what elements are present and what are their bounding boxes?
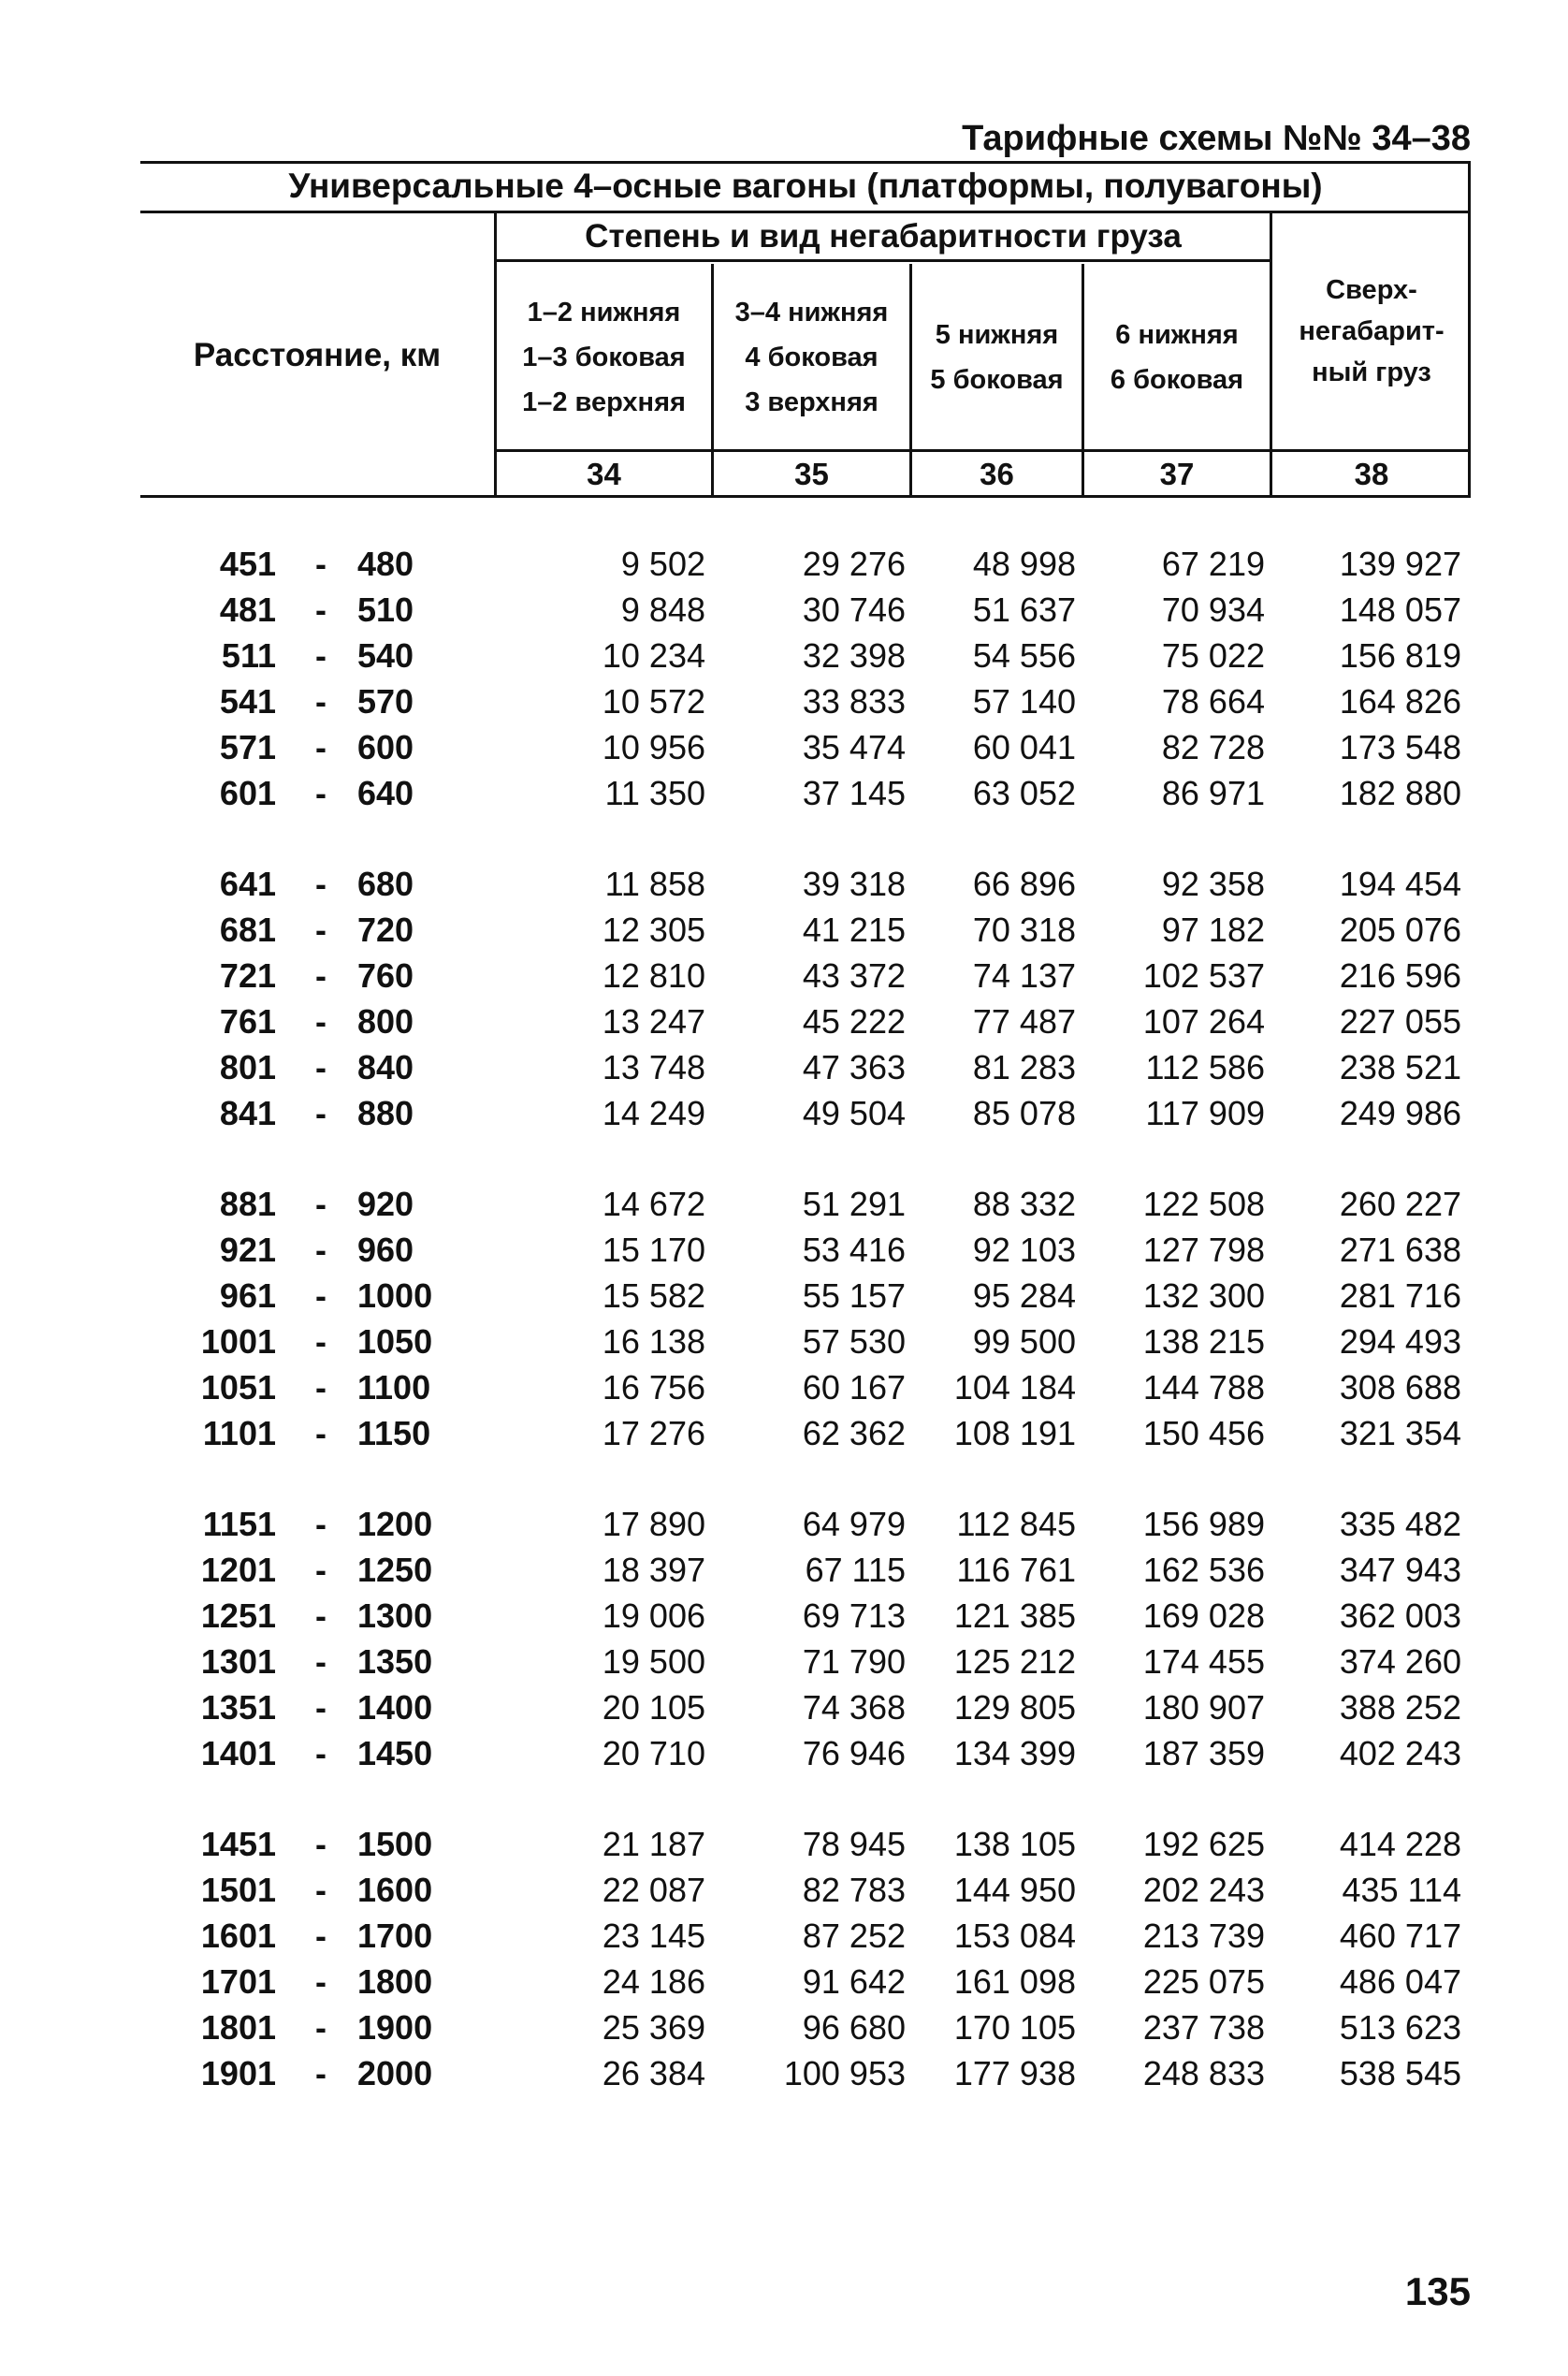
distance-to: 720 xyxy=(357,911,414,949)
distance-dash: - xyxy=(315,1596,327,1635)
tariff-value-37: 225 075 xyxy=(1142,1962,1265,2001)
tariff-value-35: 32 398 xyxy=(802,636,906,675)
tariff-value-36: 138 105 xyxy=(953,1825,1076,1863)
tariff-value-36: 48 998 xyxy=(972,545,1076,583)
tariff-value-37: 248 833 xyxy=(1142,2054,1265,2092)
distance-to: 540 xyxy=(357,636,414,675)
distance-dash: - xyxy=(315,1185,327,1223)
tariff-value-35: 71 790 xyxy=(802,1642,906,1681)
tariff-value-35: 67 115 xyxy=(805,1551,906,1589)
table-row xyxy=(0,1821,1568,1867)
distance-from: 641 xyxy=(219,865,276,903)
tariff-value-34: 12 810 xyxy=(602,956,705,995)
distance-dash: - xyxy=(315,1871,327,1909)
table-row xyxy=(0,1090,1568,1136)
tariff-value-34: 15 582 xyxy=(602,1276,705,1315)
tariff-value-36: 112 845 xyxy=(956,1505,1076,1543)
tariff-value-36: 85 078 xyxy=(972,1094,1076,1132)
distance-to: 1150 xyxy=(357,1414,431,1452)
tariff-value-38: 335 482 xyxy=(1339,1505,1461,1543)
distance-to: 760 xyxy=(357,956,414,995)
column-number-36: 36 xyxy=(980,457,1014,491)
tariff-value-36: 144 950 xyxy=(953,1871,1076,1909)
tariff-value-36: 88 332 xyxy=(972,1185,1076,1223)
distance-header: Расстояние, км xyxy=(193,337,442,373)
tariff-value-34: 16 138 xyxy=(602,1322,705,1361)
tariff-value-38: 513 623 xyxy=(1339,2008,1461,2047)
tariff-value-34: 10 956 xyxy=(602,728,705,766)
tariff-value-34: 10 234 xyxy=(602,636,705,675)
tariff-value-36: 125 212 xyxy=(953,1642,1076,1681)
tariff-value-38: 205 076 xyxy=(1339,911,1461,949)
row-group xyxy=(0,1501,1568,1776)
tariff-value-34: 23 145 xyxy=(602,1917,705,1955)
tariff-value-38: 362 003 xyxy=(1339,1596,1461,1635)
distance-from: 1451 xyxy=(200,1825,276,1863)
distance-from: 1701 xyxy=(200,1962,276,2001)
tariff-value-37: 169 028 xyxy=(1142,1596,1265,1635)
tariff-value-34: 9 848 xyxy=(620,590,705,629)
distance-to: 480 xyxy=(357,545,414,583)
distance-dash: - xyxy=(315,1505,327,1543)
tariff-value-37: 237 738 xyxy=(1142,2008,1265,2047)
distance-dash: - xyxy=(315,1048,327,1086)
table-row xyxy=(0,1730,1568,1776)
tariff-value-36: 153 084 xyxy=(953,1917,1076,1955)
distance-dash: - xyxy=(315,2054,327,2092)
tariff-value-37: 67 219 xyxy=(1161,545,1265,583)
distance-dash: - xyxy=(315,728,327,766)
column-header-34: 1–2 нижняя 1–3 боковая 1–2 верхняя xyxy=(522,298,686,417)
distance-dash: - xyxy=(315,1094,327,1132)
column-header-37: 6 нижняя 6 боковая xyxy=(1110,320,1244,395)
table-row xyxy=(0,953,1568,999)
table-row xyxy=(0,1319,1568,1364)
tariff-value-36: 116 761 xyxy=(956,1551,1076,1589)
distance-from: 1351 xyxy=(200,1688,276,1727)
distance-from: 1901 xyxy=(200,2054,276,2092)
tariff-value-36: 99 500 xyxy=(972,1322,1076,1361)
tariff-value-38: 271 638 xyxy=(1339,1231,1461,1269)
tariff-value-34: 22 087 xyxy=(602,1871,705,1909)
tariff-value-37: 102 537 xyxy=(1142,956,1265,995)
tariff-value-38: 148 057 xyxy=(1339,590,1461,629)
distance-from: 681 xyxy=(219,911,276,949)
tariff-value-35: 33 833 xyxy=(802,682,906,721)
tariff-value-38: 538 545 xyxy=(1339,2054,1461,2092)
distance-dash: - xyxy=(315,865,327,903)
tariff-value-35: 47 363 xyxy=(802,1048,906,1086)
tariff-value-36: 129 805 xyxy=(953,1688,1076,1727)
tariff-value-36: 161 098 xyxy=(953,1962,1076,2001)
tariff-value-37: 112 586 xyxy=(1145,1048,1265,1086)
tariff-value-35: 35 474 xyxy=(802,728,906,766)
distance-to: 1800 xyxy=(357,1962,433,2001)
tariff-value-38: 281 716 xyxy=(1339,1276,1461,1315)
tariff-value-38: 347 943 xyxy=(1339,1551,1461,1589)
tariff-value-38: 182 880 xyxy=(1339,774,1461,812)
distance-dash: - xyxy=(315,911,327,949)
table-row xyxy=(0,861,1568,907)
column-header-35: 3–4 нижняя 4 боковая 3 верхняя xyxy=(734,298,889,417)
tariff-value-37: 117 909 xyxy=(1145,1094,1265,1132)
tariff-value-34: 13 247 xyxy=(602,1002,705,1041)
tariff-value-38: 164 826 xyxy=(1339,682,1461,721)
tariff-value-36: 95 284 xyxy=(972,1276,1076,1315)
tariff-value-38: 294 493 xyxy=(1339,1322,1461,1361)
tariff-value-34: 15 170 xyxy=(602,1231,705,1269)
tariff-value-35: 76 946 xyxy=(802,1734,906,1772)
distance-to: 800 xyxy=(357,1002,414,1041)
tariff-value-34: 24 186 xyxy=(602,1962,705,2001)
tariff-value-35: 74 368 xyxy=(802,1688,906,1727)
tariff-value-36: 70 318 xyxy=(972,911,1076,949)
tariff-value-37: 92 358 xyxy=(1161,865,1265,903)
distance-from: 1151 xyxy=(202,1505,276,1543)
table-body xyxy=(0,541,1568,2141)
tariff-value-38: 414 228 xyxy=(1339,1825,1461,1863)
distance-to: 1700 xyxy=(357,1917,433,1955)
tariff-value-37: 162 536 xyxy=(1142,1551,1265,1589)
tariff-value-38: 486 047 xyxy=(1339,1962,1461,2001)
table-row xyxy=(0,541,1568,587)
tariff-value-35: 87 252 xyxy=(802,1917,906,1955)
distance-to: 2000 xyxy=(357,2054,433,2092)
distance-dash: - xyxy=(315,1917,327,1955)
column-number-34: 34 xyxy=(587,457,621,491)
tariff-value-35: 30 746 xyxy=(802,590,906,629)
distance-from: 571 xyxy=(219,728,276,766)
tariff-value-34: 9 502 xyxy=(620,545,705,583)
distance-to: 1200 xyxy=(357,1505,433,1543)
tariff-value-34: 20 710 xyxy=(602,1734,705,1772)
tariff-value-36: 77 487 xyxy=(972,1002,1076,1041)
distance-dash: - xyxy=(315,1002,327,1041)
tariff-value-37: 138 215 xyxy=(1142,1322,1265,1361)
distance-to: 920 xyxy=(357,1185,414,1223)
tariff-value-34: 12 305 xyxy=(602,911,705,949)
distance-dash: - xyxy=(315,1825,327,1863)
tariff-value-34: 16 756 xyxy=(602,1368,705,1407)
distance-dash: - xyxy=(315,1688,327,1727)
table-row xyxy=(0,1684,1568,1730)
tariff-value-38: 321 354 xyxy=(1339,1414,1461,1452)
distance-from: 841 xyxy=(219,1094,276,1132)
tariff-value-38: 402 243 xyxy=(1339,1734,1461,1772)
table-row xyxy=(0,1639,1568,1684)
distance-to: 640 xyxy=(357,774,414,812)
table-row xyxy=(0,1364,1568,1410)
table-row xyxy=(0,587,1568,633)
table-row xyxy=(0,1959,1568,2004)
row-group xyxy=(0,861,1568,1136)
tariff-value-34: 26 384 xyxy=(602,2054,705,2092)
table-row xyxy=(0,1410,1568,1456)
tariff-value-35: 64 979 xyxy=(802,1505,906,1543)
column-number-38: 38 xyxy=(1354,457,1389,491)
distance-to: 880 xyxy=(357,1094,414,1132)
tariff-value-35: 51 291 xyxy=(802,1185,906,1223)
distance-dash: - xyxy=(315,956,327,995)
distance-from: 1101 xyxy=(202,1414,276,1452)
distance-from: 1201 xyxy=(200,1551,276,1589)
distance-dash: - xyxy=(315,1276,327,1315)
distance-dash: - xyxy=(315,1962,327,2001)
distance-to: 1400 xyxy=(357,1688,433,1727)
distance-from: 801 xyxy=(219,1048,276,1086)
tariff-value-37: 150 456 xyxy=(1142,1414,1265,1452)
tariff-value-36: 57 140 xyxy=(972,682,1076,721)
tariff-value-38: 216 596 xyxy=(1339,956,1461,995)
tariff-value-36: 121 385 xyxy=(953,1596,1076,1635)
distance-to: 1000 xyxy=(357,1276,433,1315)
distance-from: 481 xyxy=(219,590,276,629)
tariff-value-36: 104 184 xyxy=(953,1368,1076,1407)
table-row xyxy=(0,1227,1568,1273)
row-group xyxy=(0,1821,1568,2096)
tariff-value-38: 460 717 xyxy=(1339,1917,1461,1955)
tariff-value-38: 374 260 xyxy=(1339,1642,1461,1681)
distance-from: 541 xyxy=(219,682,276,721)
tariff-value-36: 74 137 xyxy=(972,956,1076,995)
tariff-value-37: 107 264 xyxy=(1142,1002,1265,1041)
tariff-value-36: 108 191 xyxy=(953,1414,1076,1452)
distance-to: 960 xyxy=(357,1231,414,1269)
distance-to: 1600 xyxy=(357,1871,433,1909)
distance-dash: - xyxy=(315,1322,327,1361)
page-header: Тарифные схемы №№ 34–38 xyxy=(962,119,1471,158)
table-row xyxy=(0,1273,1568,1319)
distance-to: 1050 xyxy=(357,1322,433,1361)
tariff-value-34: 25 369 xyxy=(602,2008,705,2047)
tariff-value-38: 238 521 xyxy=(1339,1048,1461,1086)
distance-to: 570 xyxy=(357,682,414,721)
tariff-value-34: 11 858 xyxy=(604,865,705,903)
tariff-value-36: 51 637 xyxy=(972,590,1076,629)
tariff-value-38: 260 227 xyxy=(1339,1185,1461,1223)
tariff-value-34: 18 397 xyxy=(602,1551,705,1589)
tariff-value-34: 17 890 xyxy=(602,1505,705,1543)
distance-from: 1251 xyxy=(200,1596,276,1635)
table-row xyxy=(0,999,1568,1044)
tariff-value-36: 63 052 xyxy=(972,774,1076,812)
distance-dash: - xyxy=(315,1551,327,1589)
tariff-value-37: 78 664 xyxy=(1161,682,1265,721)
tariff-value-34: 11 350 xyxy=(604,774,705,812)
tariff-value-34: 19 500 xyxy=(602,1642,705,1681)
table-row xyxy=(0,1181,1568,1227)
tariff-value-37: 180 907 xyxy=(1142,1688,1265,1727)
tariff-value-38: 249 986 xyxy=(1339,1094,1461,1132)
tariff-value-35: 53 416 xyxy=(802,1231,906,1269)
distance-dash: - xyxy=(315,774,327,812)
distance-to: 1900 xyxy=(357,2008,433,2047)
tariff-value-36: 81 283 xyxy=(972,1048,1076,1086)
tariff-value-35: 78 945 xyxy=(802,1825,906,1863)
distance-to: 680 xyxy=(357,865,414,903)
tariff-value-38: 194 454 xyxy=(1339,865,1461,903)
distance-dash: - xyxy=(315,1368,327,1407)
tariff-value-34: 17 276 xyxy=(602,1414,705,1452)
distance-to: 1100 xyxy=(357,1368,431,1407)
distance-dash: - xyxy=(315,1231,327,1269)
distance-to: 1300 xyxy=(357,1596,433,1635)
tariff-value-37: 213 739 xyxy=(1142,1917,1265,1955)
tariff-value-36: 60 041 xyxy=(972,728,1076,766)
table-row xyxy=(0,1547,1568,1593)
table-row xyxy=(0,2050,1568,2096)
tariff-value-38: 435 114 xyxy=(1342,1871,1461,1909)
distance-from: 961 xyxy=(219,1276,276,1315)
column-number-37: 37 xyxy=(1159,457,1195,491)
tariff-value-38: 388 252 xyxy=(1339,1688,1461,1727)
tariff-value-38: 227 055 xyxy=(1339,1002,1461,1041)
tariff-value-38: 156 819 xyxy=(1339,636,1461,675)
tariff-value-35: 91 642 xyxy=(802,1962,906,2001)
tariff-value-35: 96 680 xyxy=(802,2008,906,2047)
column-header-38: Сверх- негабарит- ный груз xyxy=(1299,275,1445,387)
distance-to: 510 xyxy=(357,590,414,629)
distance-from: 601 xyxy=(219,774,276,812)
tariff-value-35: 69 713 xyxy=(802,1596,906,1635)
tariff-value-38: 139 927 xyxy=(1339,545,1461,583)
tariff-value-37: 82 728 xyxy=(1161,728,1265,766)
page-number: 135 xyxy=(1404,2269,1471,2313)
table-row xyxy=(0,1913,1568,1959)
distance-dash: - xyxy=(315,682,327,721)
column-number-35: 35 xyxy=(794,457,829,491)
tariff-value-35: 43 372 xyxy=(802,956,906,995)
distance-dash: - xyxy=(315,545,327,583)
distance-from: 1801 xyxy=(200,2008,276,2047)
tariff-value-35: 60 167 xyxy=(802,1368,906,1407)
tariff-value-37: 144 788 xyxy=(1142,1368,1265,1407)
tariff-value-37: 132 300 xyxy=(1142,1276,1265,1315)
tariff-value-35: 49 504 xyxy=(802,1094,906,1132)
row-group xyxy=(0,1181,1568,1456)
tariff-value-37: 97 182 xyxy=(1161,911,1265,949)
group-header: Степень и вид негабаритности груза xyxy=(494,213,1272,262)
distance-to: 1450 xyxy=(357,1734,433,1772)
tariff-value-35: 100 953 xyxy=(783,2054,906,2092)
tariff-value-35: 45 222 xyxy=(802,1002,906,1041)
tariff-value-34: 14 249 xyxy=(602,1094,705,1132)
tariff-value-36: 170 105 xyxy=(953,2008,1076,2047)
table-row xyxy=(0,1044,1568,1090)
distance-from: 1601 xyxy=(200,1917,276,1955)
table-row xyxy=(0,770,1568,816)
tariff-value-35: 62 362 xyxy=(802,1414,906,1452)
tariff-value-37: 192 625 xyxy=(1142,1825,1265,1863)
distance-from: 1001 xyxy=(200,1322,276,1361)
tariff-value-35: 39 318 xyxy=(802,865,906,903)
distance-from: 451 xyxy=(219,545,276,583)
distance-from: 1401 xyxy=(200,1734,276,1772)
table-row xyxy=(0,2004,1568,2050)
tariff-value-37: 202 243 xyxy=(1142,1871,1265,1909)
table-row xyxy=(0,678,1568,724)
table-title: Универсальные 4–осные вагоны (платформы, полувагоны) xyxy=(140,161,1471,213)
distance-to: 600 xyxy=(357,728,414,766)
tariff-value-37: 187 359 xyxy=(1142,1734,1265,1772)
tariff-value-37: 174 455 xyxy=(1142,1642,1265,1681)
tariff-value-37: 127 798 xyxy=(1142,1231,1265,1269)
tariff-value-36: 54 556 xyxy=(972,636,1076,675)
tariff-value-38: 173 548 xyxy=(1339,728,1461,766)
distance-from: 881 xyxy=(219,1185,276,1223)
table-row xyxy=(0,1867,1568,1913)
tariff-value-37: 75 022 xyxy=(1161,636,1265,675)
tariff-value-35: 57 530 xyxy=(802,1322,906,1361)
table-row xyxy=(0,907,1568,953)
row-group xyxy=(0,541,1568,816)
table-row xyxy=(0,724,1568,770)
table-row xyxy=(0,1501,1568,1547)
tariff-value-37: 86 971 xyxy=(1161,774,1265,812)
distance-to: 1500 xyxy=(357,1825,433,1863)
distance-dash: - xyxy=(315,1414,327,1452)
tariff-value-37: 70 934 xyxy=(1161,590,1265,629)
tariff-value-35: 29 276 xyxy=(802,545,906,583)
column-header-36: 5 нижняя 5 боковая xyxy=(930,320,1064,395)
distance-from: 511 xyxy=(221,636,276,675)
tariff-value-34: 21 187 xyxy=(602,1825,705,1863)
tariff-value-36: 177 938 xyxy=(953,2054,1076,2092)
distance-to: 840 xyxy=(357,1048,414,1086)
tariff-value-38: 308 688 xyxy=(1339,1368,1461,1407)
distance-from: 921 xyxy=(219,1231,276,1269)
tariff-value-36: 92 103 xyxy=(972,1231,1076,1269)
tariff-value-34: 19 006 xyxy=(602,1596,705,1635)
distance-dash: - xyxy=(315,636,327,675)
distance-dash: - xyxy=(315,590,327,629)
distance-to: 1350 xyxy=(357,1642,433,1681)
distance-from: 1051 xyxy=(200,1368,276,1407)
distance-dash: - xyxy=(315,1734,327,1772)
tariff-value-36: 134 399 xyxy=(953,1734,1076,1772)
distance-from: 721 xyxy=(219,956,276,995)
tariff-value-34: 20 105 xyxy=(602,1688,705,1727)
distance-from: 1301 xyxy=(200,1642,276,1681)
tariff-value-35: 41 215 xyxy=(802,911,906,949)
distance-dash: - xyxy=(315,2008,327,2047)
table-row xyxy=(0,1593,1568,1639)
tariff-value-34: 10 572 xyxy=(602,682,705,721)
tariff-value-37: 156 989 xyxy=(1142,1505,1265,1543)
tariff-value-34: 14 672 xyxy=(602,1185,705,1223)
distance-from: 761 xyxy=(219,1002,276,1041)
distance-to: 1250 xyxy=(357,1551,433,1589)
tariff-value-37: 122 508 xyxy=(1142,1185,1265,1223)
distance-dash: - xyxy=(315,1642,327,1681)
tariff-value-35: 55 157 xyxy=(802,1276,906,1315)
table-row xyxy=(0,633,1568,678)
tariff-value-35: 82 783 xyxy=(802,1871,906,1909)
tariff-value-36: 66 896 xyxy=(972,865,1076,903)
tariff-value-34: 13 748 xyxy=(602,1048,705,1086)
tariff-value-35: 37 145 xyxy=(802,774,906,812)
distance-from: 1501 xyxy=(200,1871,276,1909)
